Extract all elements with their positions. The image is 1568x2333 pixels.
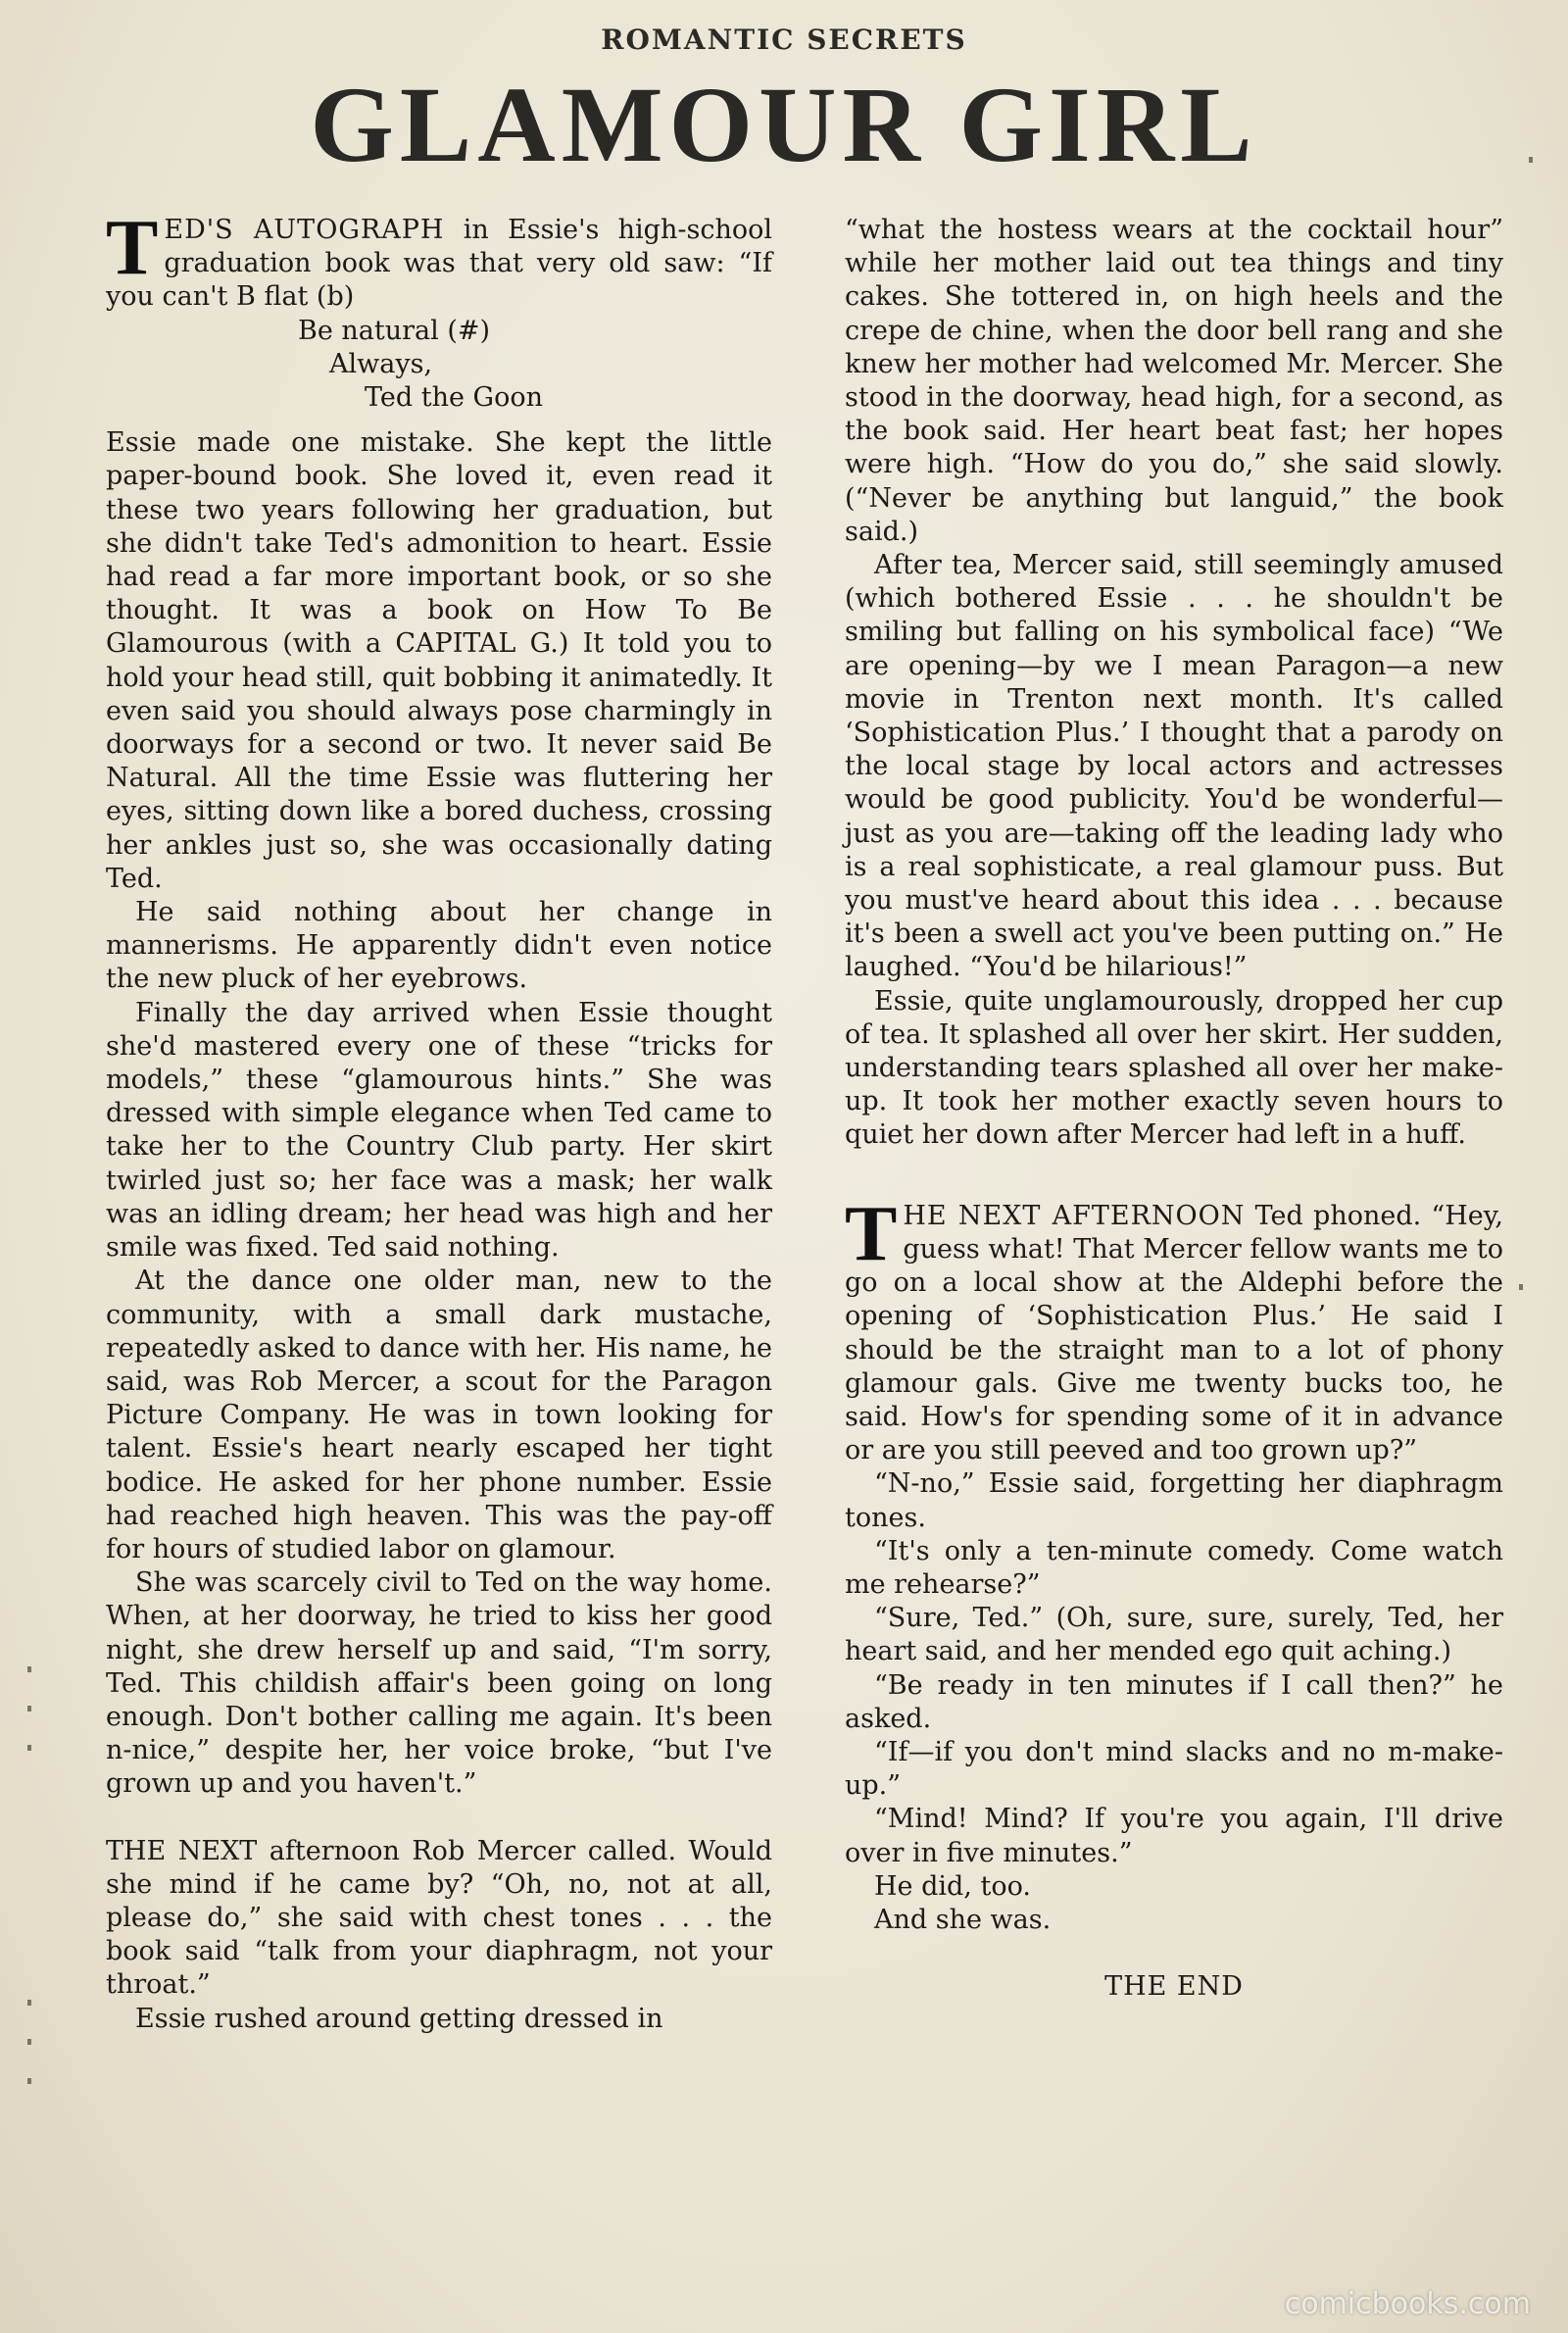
section-gap [106,1802,772,1835]
paragraph: “Mind! Mind? If you're you again, I'll drive over in five minutes.” [845,1804,1503,1868]
left-column [106,205,772,2036]
page-speck [27,2078,31,2084]
verse-line: Always, [329,348,433,379]
right-column [845,214,1503,2004]
the-end-label: THE END [1104,1971,1244,2003]
page-speck [27,1666,31,1672]
section-gap [845,1153,1503,1200]
paragraph: She was scarcely civil to Ted on the way home. When, at her doorway, he tried to kiss her good night, she drew herself up and said, “I'm sorry, Ted. This childish affair's been going on long enough. Don't bother calling me again. It's been n-nice,” despite her, her voice broke, “but I've grown up and you haven't.” [106,1567,772,1800]
verse-line: Ted the Goon [365,382,544,414]
magazine-kicker: ROMANTIC SECRETS [601,24,967,56]
paragraph: THE NEXT afternoon Rob Mercer called. Would she mind if he came by? “Oh, no, not at all, please do,” she said with chest tones . . . the book said “talk from your diaphragm, not your throat.” [106,1835,772,2001]
paragraph: “what the hostess wears at the cocktail hour” while her mother laid out tea things and tiny cakes. She tottered in, on high heels and the crepe de chine, when the door bell rang and she knew her mother had welcomed Mr. Mercer. She stood in the doorway, head high, for a second, as the book said. Her heart beat fast; her hopes were high. “How do you do,” she said slowly. (“Never be anything but languid,” the book said.) [845,215,1503,547]
paragraph: After tea, Mercer said, still seemingly amused (which bothered Essie . . . he shouldn't be smiling but falling on his symbolical face) “We are opening—by we I mean Paragon—a new movie in Trenton next month. It's called ‘Sophistication Plus.’ I thought that a parody on the local stage by local actors and actresses would be good publicity. You'd be wonderful—just as you are—taking off the leading lady who is a real sophisticate, a real glamour puss. But you must've heard about this idea . . . because it's been a swell act you've been putting on.” He laughed. “You'd be hilarious!” [845,550,1503,983]
paragraph: He did, too. [874,1870,1031,1902]
opening-text: in Essie's high-school graduation book was that very old saw: “If you can't B flat (b) [106,215,772,313]
page-speck [27,1745,31,1751]
opening-text: Ted phoned. “Hey, guess what! That Mercer fellow wants me to go on a local show at the Aldephi before the opening of ‘Sophistication Plus.’ He said I should be the straight man to a lot of phony glamour gals. Give me twenty bucks too, he said. How's for spending some of it in advance or are you still peeved and too grown up?” [845,1200,1503,1466]
paragraph: Essie made one mistake. She kept the little paper-bound book. She loved it, even read it these two years following her graduation, but she didn't take Ted's admonition to heart. Essie had read a far more important book, or so she thought. It was a book on How To Be Glamourous (with a CAPITAL G.) It told you to hold your head still, quit bobbing it animatedly. It even said you should always pose charmingly in doorways for a second or two. It never said Be Natural. All the time Essie was fluttering her eyes, sitting down like a bored duchess, crossing her ankles just so, she was occasionally dating Ted. [106,427,772,894]
story-title: GLAMOUR GIRL [310,65,1258,184]
drop-cap: T [106,205,159,291]
paragraph: At the dance one older man, new to the community, with a small dark mustache, repeatedly asked to dance with her. His name, he said, was Rob Mercer, a scout for the Paragon Picture Company. He was in town looking for talent. Essie's heart nearly escaped her tight bodice. He asked for her phone number. Essie had reached high heaven. This was the pay-off for hours of studied labor on glamour. [106,1266,772,1564]
lead-caps: HE NEXT AFTERNOON [903,1200,1246,1231]
paragraph: “N-no,” Essie said, forgetting her diaphragm tones. [845,1468,1503,1533]
page-speck [27,2039,31,2045]
paragraph: Finally the day arrived when Essie thought she'd mastered every one of these “tricks for models,” these “glamourous hints.” She was dressed with simple elegance when Ted came to take her to the Country Club party. Her skirt twirled just so; her face was a mask; her walk was an idling dream; her head was high and her smile was fixed. Ted said nothing. [106,997,772,1264]
section-opening-paragraph [845,1190,1503,1468]
paragraph: He said nothing about her change in mannerisms. He apparently didn't even notice the new pluck of her eyebrows. [106,897,772,995]
paragraph: “Be ready in ten minutes if I call then?” he asked. [845,1669,1503,1734]
paragraph: And she was. [874,1904,1052,1935]
paragraph: Essie, quite unglamourously, dropped her cup of tea. It splashed all over her skirt. Her sudden, understanding tears splashed all over her make-up. It took her mother exactly seven hours to quiet her down after Mercer had left in a huff. [845,985,1503,1151]
lead-caps: ED'S AUTOGRAPH [164,215,445,245]
page-speck [1529,157,1533,163]
page-speck [1519,1284,1523,1290]
drop-cap: T [845,1190,898,1277]
paragraph: “Sure, Ted.” (Oh, sure, sure, surely, Ted, her heart said, and her mended ego quit aching.) [845,1603,1503,1667]
paragraph: “It's only a ten-minute comedy. Come watch me rehearse?” [845,1535,1503,1600]
verse-line: Be natural (#) [298,315,491,346]
opening-paragraph [106,205,772,315]
page-speck [27,1706,31,1712]
page-speck [27,2000,31,2006]
watermark: comicbooks.com [1284,2287,1531,2321]
paragraph: “If—if you don't mind slacks and no m-make-up.” [845,1736,1503,1802]
paragraph: Essie rushed around getting dressed in [135,2003,663,2034]
